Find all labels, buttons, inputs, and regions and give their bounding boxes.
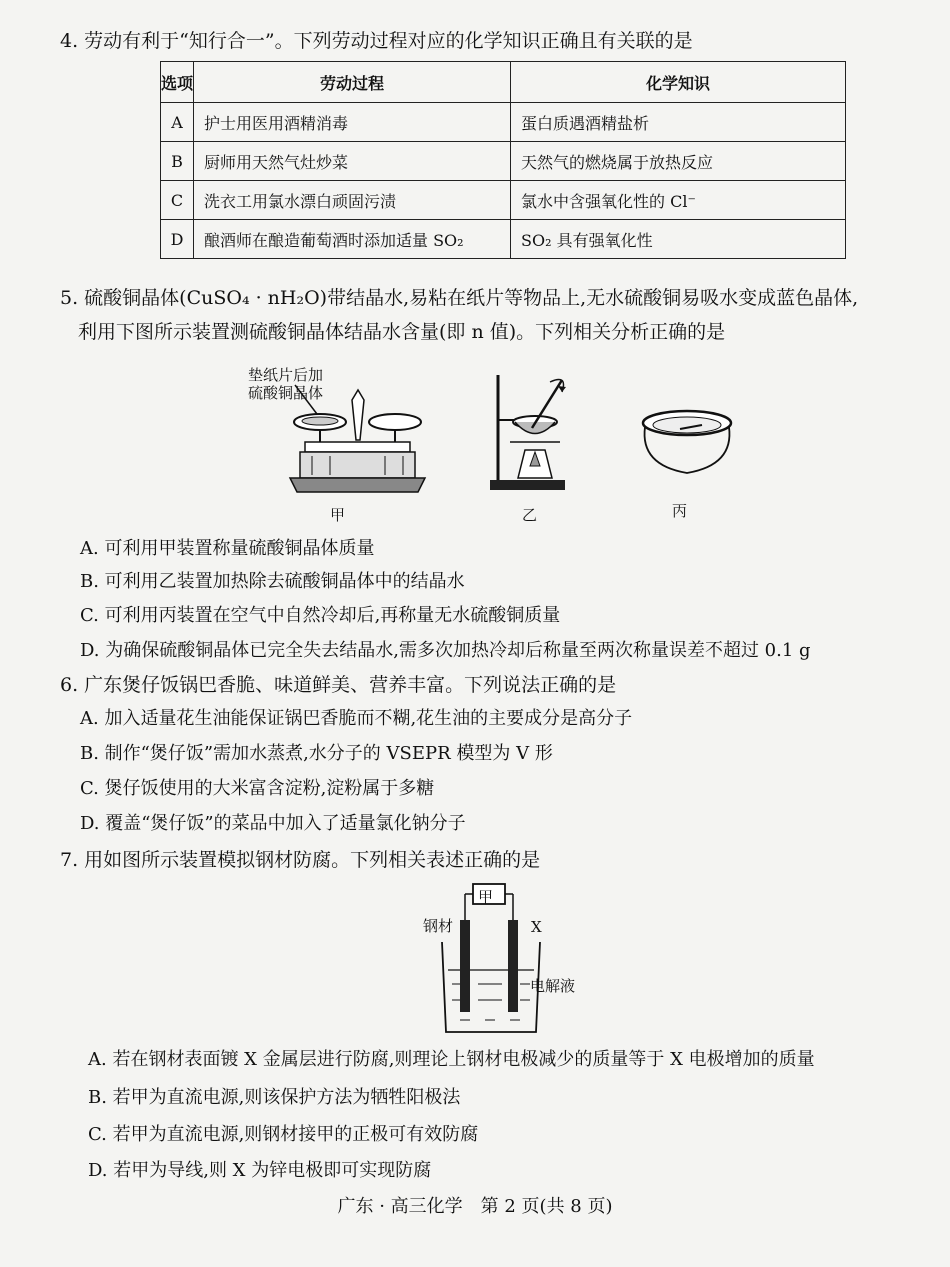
table-row xyxy=(161,181,846,220)
q5-stem-line1: 5. 硫酸铜晶体(CuSO₄ · nH₂O)带结晶水,易粘在纸片等物品上,无水硫酸铜易吸水变成蓝色晶体, xyxy=(60,287,859,309)
row-letter: D xyxy=(161,220,194,259)
balance-annotation-1: 垫纸片后加 xyxy=(248,366,324,384)
row-labor: 厨师用天然气灶炒菜 xyxy=(194,142,511,181)
electrolysis-illustration xyxy=(440,882,550,1037)
table-row xyxy=(161,220,846,259)
row-knowledge: SO₂ 具有强氧化性 xyxy=(511,220,846,259)
row-labor: 酿酒师在酿造葡萄酒时添加适量 SO₂ xyxy=(194,220,511,259)
page-footer: 广东 · 高三化学 第 2 页(共 8 页) xyxy=(337,1196,613,1217)
header-knowledge: 化学知识 xyxy=(511,62,846,103)
table-row xyxy=(161,103,846,142)
table-row xyxy=(161,142,846,181)
figure-label-yi: 乙 xyxy=(522,506,538,524)
row-knowledge: 蛋白质遇酒精盐析 xyxy=(511,103,846,142)
row-letter: B xyxy=(161,142,194,181)
row-letter: A xyxy=(161,103,194,142)
q7-option-b: B. 若甲为直流电源,则该保护方法为牺牲阳极法 xyxy=(88,1087,461,1108)
figure-label-jia: 甲 xyxy=(330,506,346,524)
heating-setup-illustration xyxy=(490,370,580,495)
q5-option-c: C. 可利用丙装置在空气中自然冷却后,再称量无水硫酸铜质量 xyxy=(80,605,561,626)
q5-stem-line2: 利用下图所示装置测硫酸铜晶体结晶水含量(即 n 值)。下列相关分析正确的是 xyxy=(78,321,726,343)
q4-table xyxy=(160,61,846,259)
power-box-label: 甲 xyxy=(478,888,494,906)
header-labor: 劳动过程 xyxy=(194,62,511,103)
row-labor: 护士用医用酒精消毒 xyxy=(194,103,511,142)
row-letter: C xyxy=(161,181,194,220)
q6-option-d: D. 覆盖“煲仔饭”的菜品中加入了适量氯化钠分子 xyxy=(80,813,466,834)
balance-annotation-2: 硫酸铜晶体 xyxy=(248,384,324,402)
q7-stem: 7. 用如图所示装置模拟钢材防腐。下列相关表述正确的是 xyxy=(60,849,541,871)
q7-option-c: C. 若甲为直流电源,则钢材接甲的正极可有效防腐 xyxy=(88,1124,479,1145)
q4-stem: 4. 劳动有利于“知行合一”。下列劳动过程对应的化学知识正确且有关联的是 xyxy=(60,30,693,52)
q6-stem: 6. 广东煲仔饭锅巴香脆、味道鲜美、营养丰富。下列说法正确的是 xyxy=(60,674,617,696)
header-option: 选项 xyxy=(161,62,194,103)
q6-option-c: C. 煲仔饭使用的大米富含淀粉,淀粉属于多糖 xyxy=(80,778,435,799)
row-knowledge: 天然气的燃烧属于放热反应 xyxy=(511,142,846,181)
x-electrode-label: X xyxy=(531,918,542,936)
figure-label-bing: 丙 xyxy=(672,502,688,520)
row-knowledge: 氯水中含强氧化性的 Cl⁻ xyxy=(511,181,846,220)
q6-option-b: B. 制作“煲仔饭”需加水蒸煮,水分子的 VSEPR 模型为 V 形 xyxy=(80,743,553,764)
table-header-row xyxy=(161,62,846,103)
q5-option-b: B. 可利用乙装置加热除去硫酸铜晶体中的结晶水 xyxy=(80,571,465,592)
balance-illustration xyxy=(280,380,430,495)
steel-label: 钢材 xyxy=(423,917,454,935)
row-labor: 洗衣工用氯水漂白顽固污渍 xyxy=(194,181,511,220)
q7-option-d: D. 若甲为导线,则 X 为锌电极即可实现防腐 xyxy=(88,1160,432,1181)
q5-option-d: D. 为确保硫酸铜晶体已完全失去结晶水,需多次加热冷却后称量至两次称量误差不超过 0.1 g xyxy=(80,640,811,661)
q7-option-a: A. 若在钢材表面镀 X 金属层进行防腐,则理论上钢材电极减少的质量等于 X 电极增加的质量 xyxy=(88,1049,815,1070)
electrolyte-label: 电解液 xyxy=(530,977,576,995)
crucible-illustration xyxy=(640,405,735,480)
q6-option-a: A. 加入适量花生油能保证锅巴香脆而不糊,花生油的主要成分是高分子 xyxy=(80,708,633,729)
q5-option-a: A. 可利用甲装置称量硫酸铜晶体质量 xyxy=(80,538,375,559)
